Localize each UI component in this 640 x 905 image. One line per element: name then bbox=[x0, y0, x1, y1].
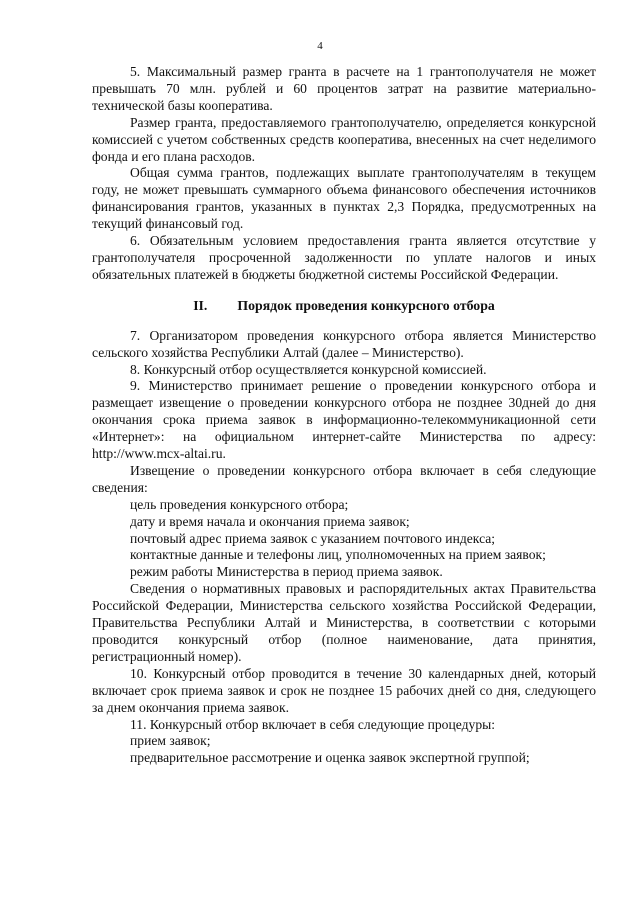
notice-item: почтовый адрес приема заявок с указанием почтового индекса; bbox=[130, 530, 496, 546]
section-title: Порядок проведения конкурсного отбора bbox=[237, 297, 495, 313]
paragraph-5: 5. Максимальный размер гранта в расчете на 1 грантополучателя не может превышать 70 млн. рублей и 60 процентов затрат на развитие материально-технической базы кооператива. bbox=[92, 64, 596, 113]
paragraph-10: 10. Конкурсный отбор проводится в течение 30 календарных дней, который включает срок приема заявок и срок не позднее 15 рабочих дней со дня, следующего за днем окончания приема заявок. bbox=[92, 665, 596, 715]
notice-item: режим работы Министерства в период приема заявок. bbox=[130, 564, 443, 580]
paragraph-6: 6. Обязательным условием предоставления гранта является отсутствие у грантополучателя просроченной задолженности по уплате налогов и иных обязательных платежей в бюджеты бюджетной системы Российской Федерации. bbox=[92, 233, 596, 282]
page-number: 4 bbox=[317, 40, 323, 52]
paragraph-total-grants: Общая сумма грантов, подлежащих выплате грантополучателям в текущем году, не может превышать суммарного объема финансового обеспечения источников финансирования грантов, указанных в пунктах 2,3 Порядка, предусмотренных на текущий финансовый год. bbox=[92, 165, 596, 232]
paragraph-8: 8. Конкурсный отбор осуществляется конкурсной комиссией. bbox=[130, 361, 487, 377]
notice-item: дату и время начала и окончания приема заявок; bbox=[130, 513, 410, 529]
section-number: II. bbox=[193, 297, 208, 313]
notice-item: контактные данные и телефоны лиц, уполномоченных на прием заявок; bbox=[130, 547, 546, 563]
notice-item: цель проведения конкурсного отбора; bbox=[130, 496, 349, 512]
paragraph-7: 7. Организатором проведения конкурсного отбора является Министерство сельского хозяйства Республики Алтай (далее – Министерство). bbox=[92, 327, 596, 360]
section-heading bbox=[92, 298, 596, 315]
paragraph-11: 11. Конкурсный отбор включает в себя следующие процедуры: bbox=[130, 716, 496, 732]
paragraph-acts: Сведения о нормативных правовых и распорядительных актах Правительства Российской Федерации, Министерства сельского хозяйства Российской Федерации, Правительства Республики Алтай и Министерства, в соответствии с которыми проводится конкурсный отбор (полное наименование, дата принятия, регистрационный номер). bbox=[92, 581, 596, 664]
document-body bbox=[92, 64, 596, 767]
paragraph-notice-intro: Извещение о проведении конкурсного отбора включает в себя следующие сведения: bbox=[92, 462, 596, 495]
procedure-item: предварительное рассмотрение и оценка заявок экспертной группой; bbox=[130, 750, 530, 766]
paragraph-grant-size: Размер гранта, предоставляемого грантополучателю, определяется конкурсной комиссией с учетом собственных средств кооператива, внесенных на счет неделимого фонда и его плана расходов. bbox=[92, 114, 596, 164]
paragraph-9: 9. Министерство принимает решение о проведении конкурсного отбора и размещает извещение о проведении конкурсного отбора не позднее 30дней до дня окончания срока приема заявок в информационно-телекоммуникационной сети «Интернет»: на официальном интернет-сайте Министерства по адресу: http://www.mcx-altai.ru. bbox=[92, 378, 596, 462]
procedure-item: прием заявок; bbox=[130, 733, 211, 749]
